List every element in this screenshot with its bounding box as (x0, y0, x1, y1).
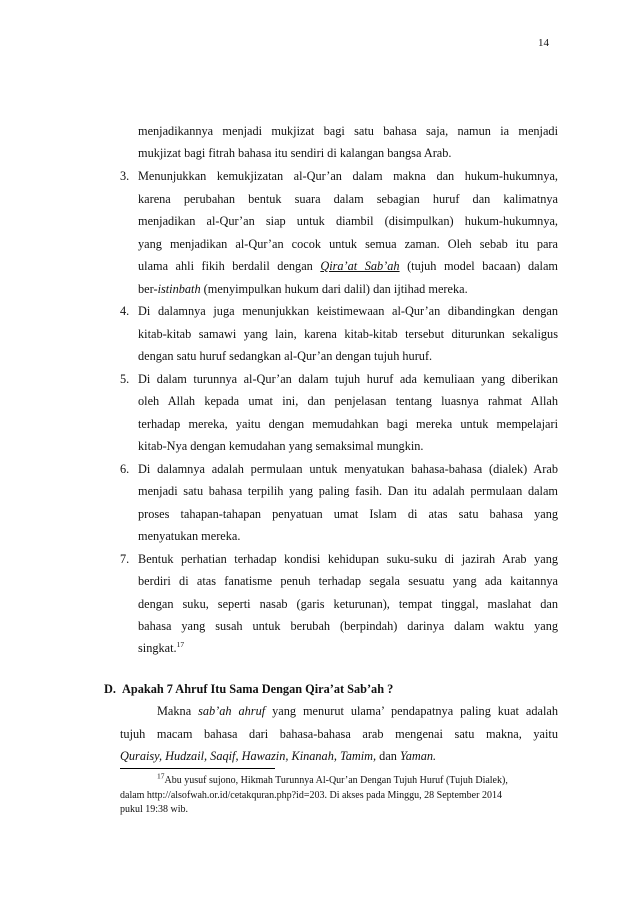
continuation-line-2: mukjizat bagi fitrah bahasa itu sendiri di kalangan bangsa Arab. (138, 146, 452, 160)
item-6-line-3: proses tahapan-tahapan penyatuan umat Islam di atas satu bahasa yang (138, 507, 558, 521)
item-3-line-6-post: (menyimpulkan hukum dari dalil) dan ijtihad mereka. (200, 282, 468, 296)
page-number: 14 (538, 37, 549, 49)
item-3-line-2: karena perubahan bentuk suara dalam sebagian huruf dan kalimatnya (138, 192, 558, 206)
section-para-line-1 (157, 703, 558, 719)
item-7-line-5-text: singkat. (138, 641, 177, 655)
section-para-l3-mid: dan (376, 749, 401, 763)
item-7-line-4: bahasa yang susah untuk berubah (berpindah) darinya dalam waktu yang (138, 619, 558, 633)
item-7-line-5 (138, 640, 184, 656)
footnote-ref-17: 17 (176, 639, 185, 649)
item-7-line-1: Bentuk perhatian terhadap kondisi kehidupan suku-suku di jazirah Arab yang (138, 552, 558, 566)
tribe-names: Quraisy, Hudzail, Saqif, Hawazin, Kinanah, Tamim, (120, 749, 377, 763)
section-para-l1-pre: Makna (157, 704, 199, 718)
item-4-line-3: dengan satu huruf sedangkan al-Qur’an dengan tujuh huruf. (138, 349, 433, 363)
list-item-number-4: 4. (120, 304, 130, 318)
item-3-line-4: yang menjadikan al-Qur’an cocok untuk semua zaman. Oleh sebab itu para (138, 237, 558, 251)
footnote-number: 17 (157, 771, 165, 781)
item-4-line-1: Di dalamnya juga menunjukkan keistimewaan al-Qur’an dibandingkan dengan (138, 304, 558, 318)
item-7-line-3: dengan suku, seperti nasab (garis keturunan), tempat tinggal, maslahat dan (138, 597, 558, 611)
list-item-number-6: 6. (120, 462, 130, 476)
section-para-line-3 (120, 748, 436, 764)
section-para-l1-post: yang menurut ulama’ pendapatnya paling kuat adalah (265, 704, 558, 718)
section-para-line-2: tujuh macam bahasa dari bahasa-bahasa arab mengenai satu makna, yaitu (120, 727, 558, 741)
item-5-line-1: Di dalam turunnya al-Qur’an dalam tujuh huruf ada kemuliaan yang diberikan (138, 372, 558, 386)
footnote-line-2: dalam http://alsofwah.or.id/cetakquran.php?id=203. Di akses pada Minggu, 28 September 2014 (120, 790, 502, 801)
qiraat-sabah-term: Qira’at Sab’ah (320, 259, 400, 273)
section-letter: D. (104, 682, 116, 696)
item-3-line-6-pre: ber- (138, 282, 158, 296)
item-6-line-4: menyatukan mereka. (138, 529, 241, 543)
item-7-line-2: berdiri di atas fanatisme penuh terhadap segala sesuatu yang ada kaitannya (138, 574, 558, 588)
list-item-number-3: 3. (120, 169, 130, 183)
sabah-ahruf-term: sab’ah ahruf (198, 704, 266, 718)
item-3-line-5-post: (tujuh model bacaan) dalam (399, 259, 558, 273)
footnote-line-3: pukul 19:38 wib. (120, 804, 189, 815)
item-6-line-2: menjadi satu bahasa terpilih yang paling fasih. Dan itu adalah permulaan dalam (138, 484, 558, 498)
footnote-line-1 (157, 771, 508, 788)
continuation-line-1: menjadikannya menjadi mukjizat bagi satu bahasa saja, namun ia menjadi (138, 124, 558, 138)
item-4-line-2: kitab-kitab samawi yang lain, karena kitab-kitab tersebut diturunkan sekaligus (138, 327, 558, 341)
list-item-number-5: 5. (120, 372, 130, 386)
item-3-line-1: Menunjukkan kemukjizatan al-Qur’an dalam makna dan hukum-hukumnya, (138, 169, 558, 183)
item-3-line-6 (138, 281, 468, 297)
istinbath-term: istinbath (157, 282, 201, 296)
item-5-line-3: terhadap mereka, yaitu dengan memudahkan bagi mereka untuk mempelajari (138, 417, 558, 431)
item-3-line-5-pre: ulama ahli fikih berdalil dengan (138, 259, 321, 273)
item-3-line-5 (138, 258, 558, 274)
item-6-line-1: Di dalamnya adalah permulaan untuk menyatukan bahasa-bahasa (dialek) Arab (138, 462, 558, 476)
item-3-line-3: menjadikan al-Qur’an siap untuk diambil (disimpulkan) hukum-hukumnya, (138, 214, 558, 228)
footnote-separator (120, 768, 275, 769)
item-5-line-2: oleh Allah kepada umat ini, dan penjelasan tentang luasnya rahmat Allah (138, 394, 558, 408)
footnote-l1-text: Abu yusuf sujono, Hikmah Turunnya Al-Qur’an Dengan Tujuh Huruf (Tujuh Dialek), (164, 775, 508, 786)
section-title: Apakah 7 Ahruf Itu Sama Dengan Qira’at Sab’ah ? (122, 682, 394, 696)
list-item-number-7: 7. (120, 552, 130, 566)
item-5-line-4: kitab-Nya dengan kemudahan yang semaksimal mungkin. (138, 439, 424, 453)
yaman-term: Yaman. (400, 749, 437, 763)
